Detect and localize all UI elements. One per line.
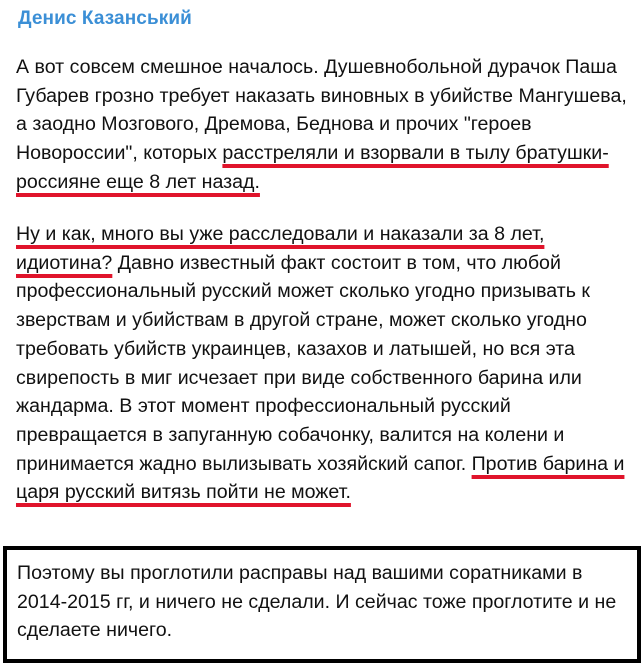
paragraph-1-underlined-text: расстреляли и взорвали в тылу братушки-россияне еще 8 лет назад. <box>16 142 609 193</box>
paragraph-1-text: А вот совсем смешное началось. Душевнобольной дурачок Паша Губарев грозно требует наказать виновных в убийстве Мангушева, а заодно Мозгового, Дремова, Беднова и прочих "героев Новороссии", которых <box>16 56 627 165</box>
paragraph-1 <box>16 53 638 197</box>
boxed-paragraph: Поэтому вы проглотили расправы над вашими соратниками в 2014-2015 гг, и ничего не сделали. И сейчас тоже проглотите и не сделаете ничего. <box>3 546 641 663</box>
paragraph-2-text: Давно известный факт состоит в том, что любой профессиональный русский может сколько угодно призывать к зверствам и убийствам в другой стране, может сколько угодно требовать убийств украинцев, казахов и латышей, но вся эта свирепость в миг исчезает при виде собственного барина или жандарма. В этот момент профессиональный русский превращается в запуганную собачонку, валится на колени и принимается жадно вылизывать хозяйский сапог. <box>16 251 590 475</box>
paragraph-2-underlined-question: Ну и как, много вы уже расследовали и наказали за 8 лет, идиотина? <box>16 223 545 274</box>
paragraph-2-underlined-ending: Против барина и царя русский витязь пойти не может. <box>16 452 625 504</box>
paragraph-2 <box>16 220 638 507</box>
author-name[interactable]: Денис Казанський <box>18 8 192 29</box>
